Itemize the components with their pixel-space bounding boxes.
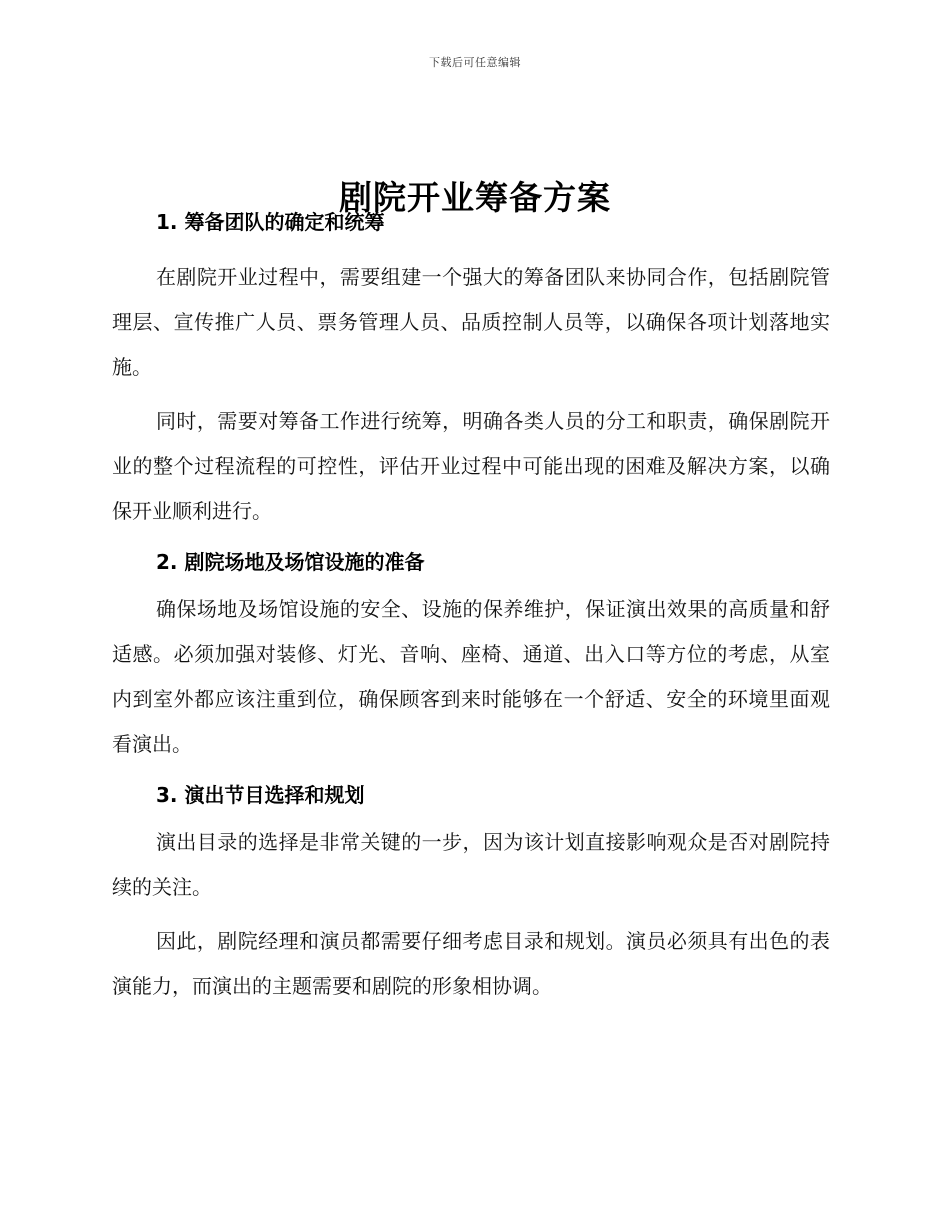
- section-3: [112, 779, 830, 1009]
- paragraph: 演出目录的选择是非常关键的一步，因为该计划直接影响观众是否对剧院持续的关注。: [112, 830, 830, 899]
- document-body: [112, 206, 830, 1009]
- paragraph: 因此，剧院经理和演员都需要仔细考虑目录和规划。演员必须具有出色的表演能力，而演出的主题需要和剧院的形象相协调。: [112, 929, 830, 998]
- paragraph: 同时，需要对筹备工作进行统筹，明确各类人员的分工和职责，确保剧院开业的整个过程流程的可控性，评估开业过程中可能出现的困难及解决方案，以确保开业顺利进行。: [112, 409, 830, 523]
- section-heading: 3. 演出节目选择和规划: [156, 783, 365, 807]
- section-heading: 1. 筹备团队的确定和统筹: [156, 210, 385, 234]
- header-note: 下载后可任意编辑: [429, 56, 521, 69]
- section-1: [112, 206, 830, 534]
- paragraph: 确保场地及场馆设施的安全、设施的保养维护，保证演出效果的高质量和舒适感。必须加强对装修、灯光、音响、座椅、通道、出入口等方位的考虑，从室内到室外都应该注重到位，确保顾客到来时能够在一个舒适、安全的环境里面观看演出。: [112, 597, 830, 756]
- section-heading: 2. 剧院场地及场馆设施的准备: [156, 550, 425, 574]
- paragraph: 在剧院开业过程中，需要组建一个强大的筹备团队来协同合作，包括剧院管理层、宣传推广人员、票务管理人员、品质控制人员等，以确保各项计划落地实施。: [112, 265, 830, 379]
- section-2: [112, 546, 830, 767]
- document-title: 剧院开业筹备方案: [339, 178, 611, 218]
